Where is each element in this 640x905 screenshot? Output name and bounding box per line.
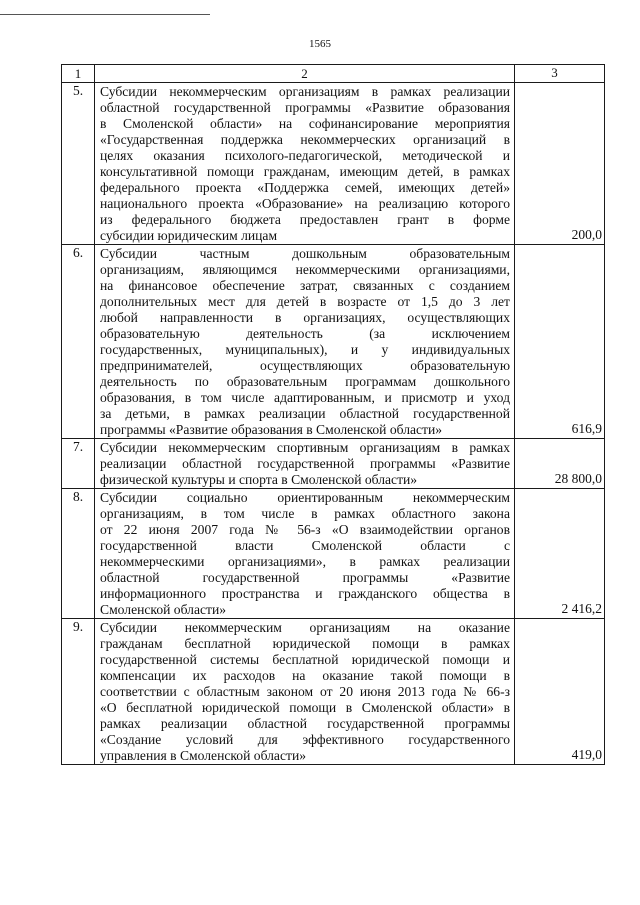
description-line: предпринимателей, осуществляющих образовательную (100, 358, 510, 373)
description-line: национального проекта «Образование» на реализацию которого (100, 196, 510, 211)
description-line: рамках реализации областной государственной программы (100, 716, 510, 731)
row-description (95, 619, 515, 765)
description-line: «Создание условий для эффективного государственного (100, 732, 510, 747)
description-line: государственной системы бесплатной юридической помощи и (100, 652, 510, 667)
row-number: 6. (62, 245, 95, 439)
description-line: образования, в том числе адаптированным, и присмотр и уход (100, 390, 510, 405)
description-line: некоммерческими организациями», в рамках реализации (100, 554, 510, 569)
description-line: государственных, муниципальных), и у индивидуальных (100, 342, 510, 357)
description-line: компенсации их расходов на оказание такой помощи в (100, 668, 510, 683)
description-line: Субсидии социально ориентированным некоммерческим (100, 490, 510, 505)
description-line: деятельность по образовательным программам дошкольного (100, 374, 510, 389)
row-amount: 616,9 (515, 245, 605, 439)
row-number: 5. (62, 83, 95, 245)
description-line: Субсидии некоммерческим спортивным организациям в рамках (100, 440, 510, 455)
description-line: образовательную деятельность (за исключением (100, 326, 510, 341)
table-row (62, 439, 605, 489)
description-line: организациям, в том числе в рамках областного закона (100, 506, 510, 521)
description-line: областной государственной программы «Развитие образования (100, 100, 510, 115)
description-line: областной государственной программы «Развитие (100, 570, 510, 585)
description-line: любой направленности в организациях, осуществляющих (100, 310, 510, 325)
row-number: 8. (62, 489, 95, 619)
row-description (95, 245, 515, 439)
description-line: «О бесплатной юридической помощи в Смоленской области» в (100, 700, 510, 715)
table-row (62, 619, 605, 765)
row-amount: 28 800,0 (515, 439, 605, 489)
description-line: физической культуры и спорта в Смоленской области» (100, 472, 418, 487)
table-body (62, 83, 605, 765)
table-row (62, 245, 605, 439)
description-line: в Смоленской области» на софинансирование мероприятия (100, 116, 510, 131)
description-line: на финансовое обеспечение затрат, связанных с созданием (100, 278, 510, 293)
description-line: соответствии с областным законом от 20 июня 2013 года № 66-з (100, 684, 510, 699)
description-line: организациям, являющимся некоммерческими организациями, (100, 262, 510, 277)
description-line: субсидии юридическим лицам (100, 228, 278, 243)
column-header-description: 2 (95, 65, 515, 83)
description-line: за детьми, в рамках реализации областной государственной (100, 406, 510, 421)
row-description (95, 439, 515, 489)
top-edge-line (0, 14, 210, 15)
description-line: Субсидии частным дошкольным образовательным (100, 246, 510, 261)
description-line: Смоленской области» (100, 602, 227, 617)
table-row (62, 83, 605, 245)
description-line: управления в Смоленской области» (100, 748, 307, 763)
description-line: дополнительных мест для детей в возрасте от 1,5 до 3 лет (100, 294, 510, 309)
table-header-row (62, 65, 605, 83)
row-description (95, 489, 515, 619)
description-line: от 22 июня 2007 года № 56-з «О взаимодействии органов (100, 522, 510, 537)
row-amount: 200,0 (515, 83, 605, 245)
description-line: Субсидии некоммерческим организациям на оказание (100, 620, 510, 635)
description-line: программы «Развитие образования в Смоленской области» (100, 422, 443, 437)
page-number: 1565 (309, 38, 331, 50)
row-number: 9. (62, 619, 95, 765)
description-line: информационного пространства и гражданского общества в (100, 586, 510, 601)
column-header-number: 1 (62, 65, 95, 83)
column-header-amount: 3 (515, 65, 605, 83)
description-line: государственной власти Смоленской области с (100, 538, 510, 553)
description-line: федерального проекта «Поддержка семей, имеющих детей» (100, 180, 510, 195)
description-line: целях оказания психолого-педагогической, методической и (100, 148, 510, 163)
row-amount: 419,0 (515, 619, 605, 765)
description-line: гражданам бесплатной юридической помощи в рамках (100, 636, 510, 651)
row-description (95, 83, 515, 245)
description-line: «Государственная поддержка некоммерческих организаций в (100, 132, 510, 147)
row-number: 7. (62, 439, 95, 489)
description-line: Субсидии некоммерческим организациям в рамках реализации (100, 84, 510, 99)
table-row (62, 489, 605, 619)
subsidies-table (61, 64, 605, 765)
description-line: из федерального бюджета предоставлен грант в форме (100, 212, 510, 227)
description-line: консультативной помощи гражданам, имеющим детей, в рамках (100, 164, 510, 179)
description-line: реализации областной государственной программы «Развитие (100, 456, 510, 471)
row-amount: 2 416,2 (515, 489, 605, 619)
